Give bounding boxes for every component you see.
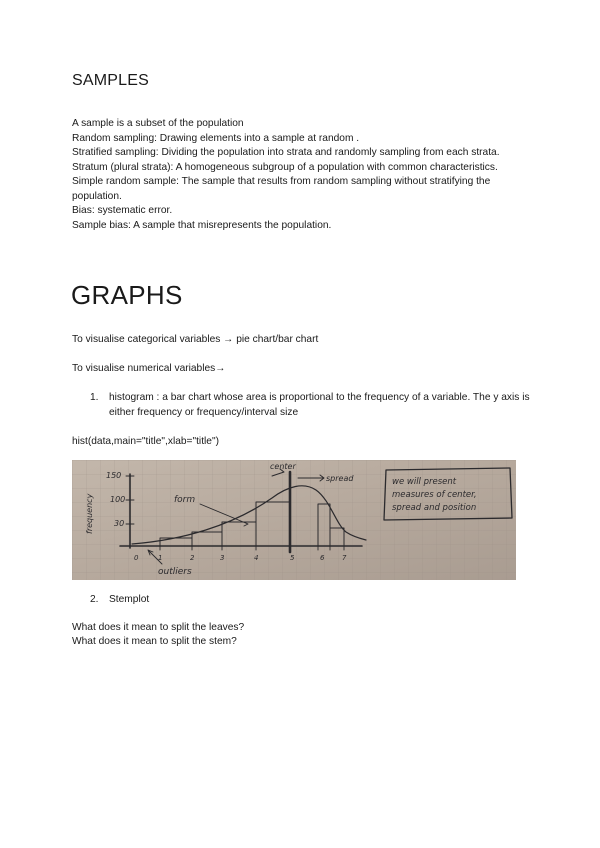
sketch-x-tick: 5 [290, 554, 295, 562]
sketch-x-tick: 4 [254, 554, 259, 562]
list-item-stemplot [90, 593, 530, 608]
hist-code-line: hist(data,main="title",xlab="title") [72, 436, 219, 447]
sketch-x-tick: 7 [342, 554, 347, 562]
list-number: 1. [90, 392, 99, 403]
samples-definitions [72, 117, 532, 233]
sketch-x-tick: 6 [320, 554, 325, 562]
list-text: histogram : a bar chart whose area is proportional to the frequency of a variable. The y axis is either frequency or frequency/interval size [109, 392, 530, 418]
histogram-sketch-photo [72, 460, 516, 580]
sketch-y-tick: 100 [110, 495, 126, 504]
samples-heading: SAMPLES [72, 72, 149, 89]
definition-line: Stratified sampling: Dividing the population into strata and randomly sampling from each strata. [72, 147, 500, 158]
definition-line: Bias: systematic error. [72, 205, 173, 216]
definition-line: Simple random sample: The sample that results from random sampling without stratifying the population. [72, 176, 491, 202]
sketch-x-tick: 0 [134, 554, 139, 562]
list-item-histogram [90, 391, 530, 420]
numerical-line: To visualise numerical variables→ [72, 363, 226, 374]
sketch-x-tick: 1 [158, 554, 163, 562]
question-line: What does it mean to split the leaves? [72, 622, 245, 633]
sketch-label-outliers: outliers [158, 567, 192, 577]
sketch-note-line: we will present [392, 477, 457, 487]
definition-line: A sample is a subset of the population [72, 118, 244, 129]
sketch-x-tick: 2 [190, 554, 195, 562]
definition-line: Stratum (plural strata): A homogeneous subgroup of a population with common characteristics. [72, 161, 498, 173]
sketch-y-tick: 30 [114, 519, 125, 528]
sketch-note-line: measures of center, [392, 490, 477, 500]
list-number: 2. [90, 594, 99, 605]
sketch-label-form: form [174, 495, 196, 505]
question-line: What does it mean to split the stem? [72, 636, 237, 647]
definition-line: Sample bias: A sample that misrepresents the population. [72, 219, 332, 231]
sketch-note-line: spread and position [392, 503, 477, 513]
categorical-line: To visualise categorical variables → pie chart/bar chart [72, 334, 319, 345]
sketch-label-center: center [270, 462, 296, 471]
graphs-heading: GRAPHS [71, 280, 183, 310]
sketch-x-tick: 3 [220, 554, 225, 562]
sketch-y-label: frequency [85, 493, 94, 534]
sketch-y-tick: 150 [106, 471, 122, 480]
sketch-label-spread: spread [326, 474, 354, 483]
list-text: Stemplot [109, 594, 150, 605]
definition-line: Random sampling: Drawing elements into a sample at random . [72, 132, 360, 144]
